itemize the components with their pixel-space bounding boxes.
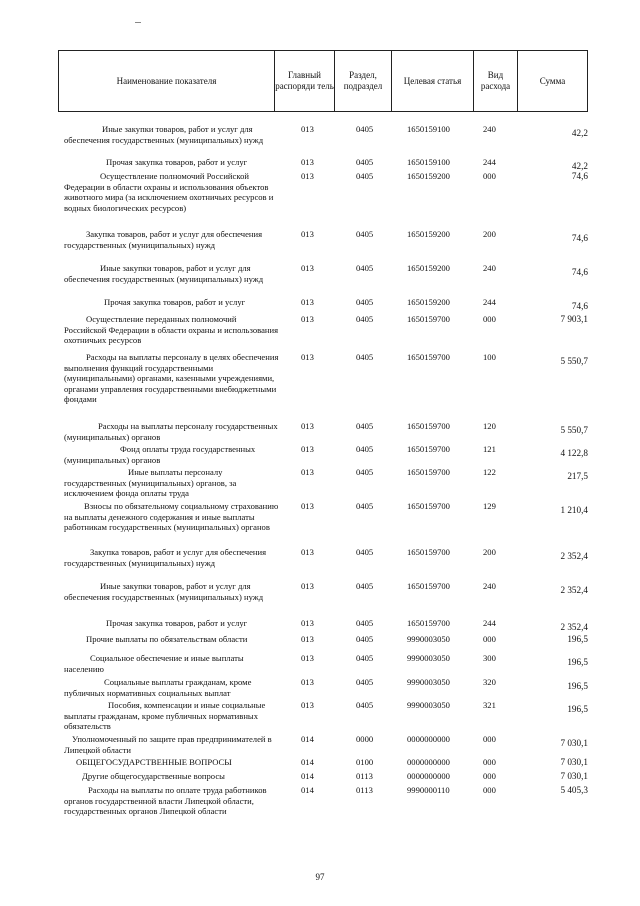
row-sum: 196,5 xyxy=(567,681,588,691)
row-name: Другие общегосударственные вопросы xyxy=(82,771,225,781)
row-sum: 1 210,4 xyxy=(560,505,588,515)
row-section: 0405 xyxy=(356,581,374,591)
row-target: 9990003050 xyxy=(407,634,450,644)
row-section: 0405 xyxy=(356,352,374,362)
row-name: Прочая закупка товаров, работ и услуг xyxy=(104,297,246,307)
row-target: 0000000000 xyxy=(407,734,450,744)
row-type: 320 xyxy=(483,677,496,687)
table-header xyxy=(58,50,588,112)
row-sum: 4 122,8 xyxy=(560,448,588,458)
row-type: 200 xyxy=(483,229,496,239)
row-type: 244 xyxy=(483,297,496,307)
row-name: Прочая закупка товаров, работ и услуг xyxy=(106,157,248,167)
row-target: 1650159700 xyxy=(407,547,450,557)
row-main-manager: 013 xyxy=(301,547,314,557)
row-main-manager: 013 xyxy=(301,352,314,362)
header-sum: Сумма xyxy=(539,75,566,86)
row-sum: 74,6 xyxy=(571,301,588,311)
row-section: 0405 xyxy=(356,171,374,181)
row-main-manager: 013 xyxy=(301,581,314,591)
row-main-manager: 013 xyxy=(301,501,314,511)
row-name: Расходы на выплаты персоналу в целях обеспечения выполнения функций государственными (муниципальными) органами, казенными учреждениями, органами управления государственными внебюджетными фондами xyxy=(64,352,279,404)
row-main-manager: 014 xyxy=(301,771,314,781)
header-name: Наименование показателя xyxy=(59,51,275,111)
row-section: 0405 xyxy=(356,467,374,477)
row-type: 100 xyxy=(483,352,496,362)
row-sum: 2 352,4 xyxy=(560,585,588,595)
row-type: 122 xyxy=(483,467,496,477)
row-name: Расходы на выплаты персоналу государственных (муниципальных) органов xyxy=(64,421,278,442)
row-sum: 42,2 xyxy=(571,161,588,171)
row-target: 1650159100 xyxy=(407,157,450,167)
row-sum: 196,5 xyxy=(567,634,588,644)
row-target: 1650159700 xyxy=(407,467,450,477)
row-type: 321 xyxy=(483,700,496,710)
row-type: 000 xyxy=(483,785,496,795)
row-target: 9990003050 xyxy=(407,677,450,687)
row-target: 1650159700 xyxy=(407,501,450,511)
row-type: 000 xyxy=(483,757,496,767)
row-section: 0113 xyxy=(356,771,373,781)
row-type: 200 xyxy=(483,547,496,557)
row-name: Взносы по обязательному социальному страхованию на выплаты денежного содержания и иные выплаты работникам государственных (муниципальных) органов xyxy=(64,501,279,532)
row-sum: 2 352,4 xyxy=(560,622,588,632)
row-name: Прочая закупка товаров, работ и услуг xyxy=(106,618,248,628)
row-main-manager: 013 xyxy=(301,467,314,477)
row-target: 9990000110 xyxy=(407,785,450,795)
row-sum: 7 030,1 xyxy=(560,738,588,748)
row-sum: 74,6 xyxy=(571,171,588,181)
row-main-manager: 013 xyxy=(301,263,314,273)
row-name: Социальные выплаты гражданам, кроме публичных нормативных социальных выплат xyxy=(64,677,252,698)
row-target: 0000000000 xyxy=(407,771,450,781)
row-name: Иные закупки товаров, работ и услуг для обеспечения государственных (муниципальных) нужд xyxy=(64,263,264,284)
row-type: 120 xyxy=(483,421,496,431)
row-section: 0405 xyxy=(356,653,374,663)
row-target: 1650159700 xyxy=(407,581,450,591)
row-target: 1650159700 xyxy=(407,314,450,324)
row-section: 0405 xyxy=(356,444,374,454)
row-name: Иные закупки товаров, работ и услуг для обеспечения государственных (муниципальных) нужд xyxy=(64,124,264,145)
row-main-manager: 013 xyxy=(301,124,314,134)
row-target: 1650159700 xyxy=(407,352,450,362)
scan-mark xyxy=(135,22,141,23)
row-main-manager: 013 xyxy=(301,421,314,431)
row-sum: 74,6 xyxy=(571,267,588,277)
row-name: Расходы на выплаты по оплате труда работников органов государственной власти Липецкой области, государственных органов Липецкой области xyxy=(64,785,267,816)
row-target: 0000000000 xyxy=(407,757,450,767)
row-sum: 217,5 xyxy=(567,471,588,481)
row-section: 0405 xyxy=(356,618,374,628)
row-sum: 2 352,4 xyxy=(560,551,588,561)
row-sum: 5 550,7 xyxy=(560,356,588,366)
row-main-manager: 014 xyxy=(301,734,314,744)
row-sum: 7 903,1 xyxy=(560,314,588,324)
row-type: 000 xyxy=(483,634,496,644)
row-name: Пособия, компенсации и иные социальные выплаты гражданам, кроме публичных нормативных обязательств xyxy=(64,700,266,731)
row-type: 000 xyxy=(483,314,496,324)
row-main-manager: 013 xyxy=(301,157,314,167)
row-section: 0405 xyxy=(356,700,374,710)
row-section: 0000 xyxy=(356,734,374,744)
row-section: 0405 xyxy=(356,501,374,511)
row-name: Осуществление переданных полномочий Российской Федерации в области охраны и использования охотничьих ресурсов xyxy=(64,314,279,345)
row-target: 1650159200 xyxy=(407,229,450,239)
row-type: 244 xyxy=(483,618,496,628)
row-target: 1650159200 xyxy=(407,263,450,273)
row-main-manager: 013 xyxy=(301,618,314,628)
page-number: 97 xyxy=(315,872,325,882)
row-sum: 5 550,7 xyxy=(560,425,588,435)
row-name: Иные закупки товаров, работ и услуг для обеспечения государственных (муниципальных) нужд xyxy=(64,581,264,602)
row-section: 0405 xyxy=(356,634,374,644)
row-section: 0100 xyxy=(356,757,374,767)
row-main-manager: 013 xyxy=(301,171,314,181)
row-target: 1650159700 xyxy=(407,421,450,431)
row-target: 9990003050 xyxy=(407,700,450,710)
row-sum: 74,6 xyxy=(571,233,588,243)
row-sum: 7 030,1 xyxy=(560,771,588,781)
row-type: 121 xyxy=(483,444,496,454)
row-section: 0405 xyxy=(356,547,374,557)
row-name: Фонд оплаты труда государственных (муниципальных) органов xyxy=(64,444,256,465)
row-section: 0405 xyxy=(356,124,374,134)
row-type: 240 xyxy=(483,581,496,591)
row-section: 0405 xyxy=(356,157,374,167)
header-main-manager: Главный распоряди тель xyxy=(275,51,335,111)
row-section: 0405 xyxy=(356,677,374,687)
row-sum: 5 405,3 xyxy=(560,785,588,795)
row-type: 000 xyxy=(483,171,496,181)
row-main-manager: 013 xyxy=(301,700,314,710)
row-main-manager: 014 xyxy=(301,757,314,767)
header-target: Целевая статья xyxy=(392,51,474,111)
row-main-manager: 014 xyxy=(301,785,314,795)
row-name: Закупка товаров, работ и услуг для обеспечения государственных (муниципальных) нужд xyxy=(64,547,267,568)
row-type: 240 xyxy=(483,124,496,134)
row-type: 300 xyxy=(483,653,496,663)
row-type: 000 xyxy=(483,771,496,781)
row-sum: 42,2 xyxy=(571,128,588,138)
row-section: 0405 xyxy=(356,229,374,239)
row-name: Иные выплаты персоналу государственных (муниципальных) органов, за исключением фонда оплаты труда xyxy=(64,467,237,498)
row-main-manager: 013 xyxy=(301,314,314,324)
row-target: 1650159700 xyxy=(407,444,450,454)
row-target: 1650159200 xyxy=(407,297,450,307)
row-target: 9990003050 xyxy=(407,653,450,663)
row-section: 0405 xyxy=(356,263,374,273)
row-section: 0405 xyxy=(356,421,374,431)
row-name: Осуществление полномочий Российской Федерации в области охраны и использования объектов животного мира (за исключением охотничьих ресурсов и водных биологических ресурсов) xyxy=(64,171,274,213)
row-type: 240 xyxy=(483,263,496,273)
row-main-manager: 013 xyxy=(301,653,314,663)
row-target: 1650159100 xyxy=(407,124,450,134)
row-type: 000 xyxy=(483,734,496,744)
row-main-manager: 013 xyxy=(301,634,314,644)
row-sum: 196,5 xyxy=(567,657,588,667)
row-section: 0405 xyxy=(356,314,374,324)
row-section: 0405 xyxy=(356,297,374,307)
row-target: 1650159700 xyxy=(407,618,450,628)
row-type: 244 xyxy=(483,157,496,167)
row-name: Прочие выплаты по обязательствам области xyxy=(86,634,248,644)
row-name: Уполномоченный по защите прав предпринимателей в Липецкой области xyxy=(64,734,272,755)
header-type: Вид расхода xyxy=(474,51,518,111)
header-section: Раздел, подраздел xyxy=(335,51,392,111)
row-main-manager: 013 xyxy=(301,297,314,307)
row-name: ОБЩЕГОСУДАРСТВЕННЫЕ ВОПРОСЫ xyxy=(76,757,232,767)
row-sum: 7 030,1 xyxy=(560,757,588,767)
row-name: Закупка товаров, работ и услуг для обеспечения государственных (муниципальных) нужд xyxy=(64,229,263,250)
row-target: 1650159200 xyxy=(407,171,450,181)
row-name: Социальное обеспечение и иные выплаты населению xyxy=(64,653,244,674)
row-type: 129 xyxy=(483,501,496,511)
row-section: 0113 xyxy=(356,785,373,795)
row-main-manager: 013 xyxy=(301,677,314,687)
row-sum: 196,5 xyxy=(567,704,588,714)
row-main-manager: 013 xyxy=(301,229,314,239)
row-main-manager: 013 xyxy=(301,444,314,454)
